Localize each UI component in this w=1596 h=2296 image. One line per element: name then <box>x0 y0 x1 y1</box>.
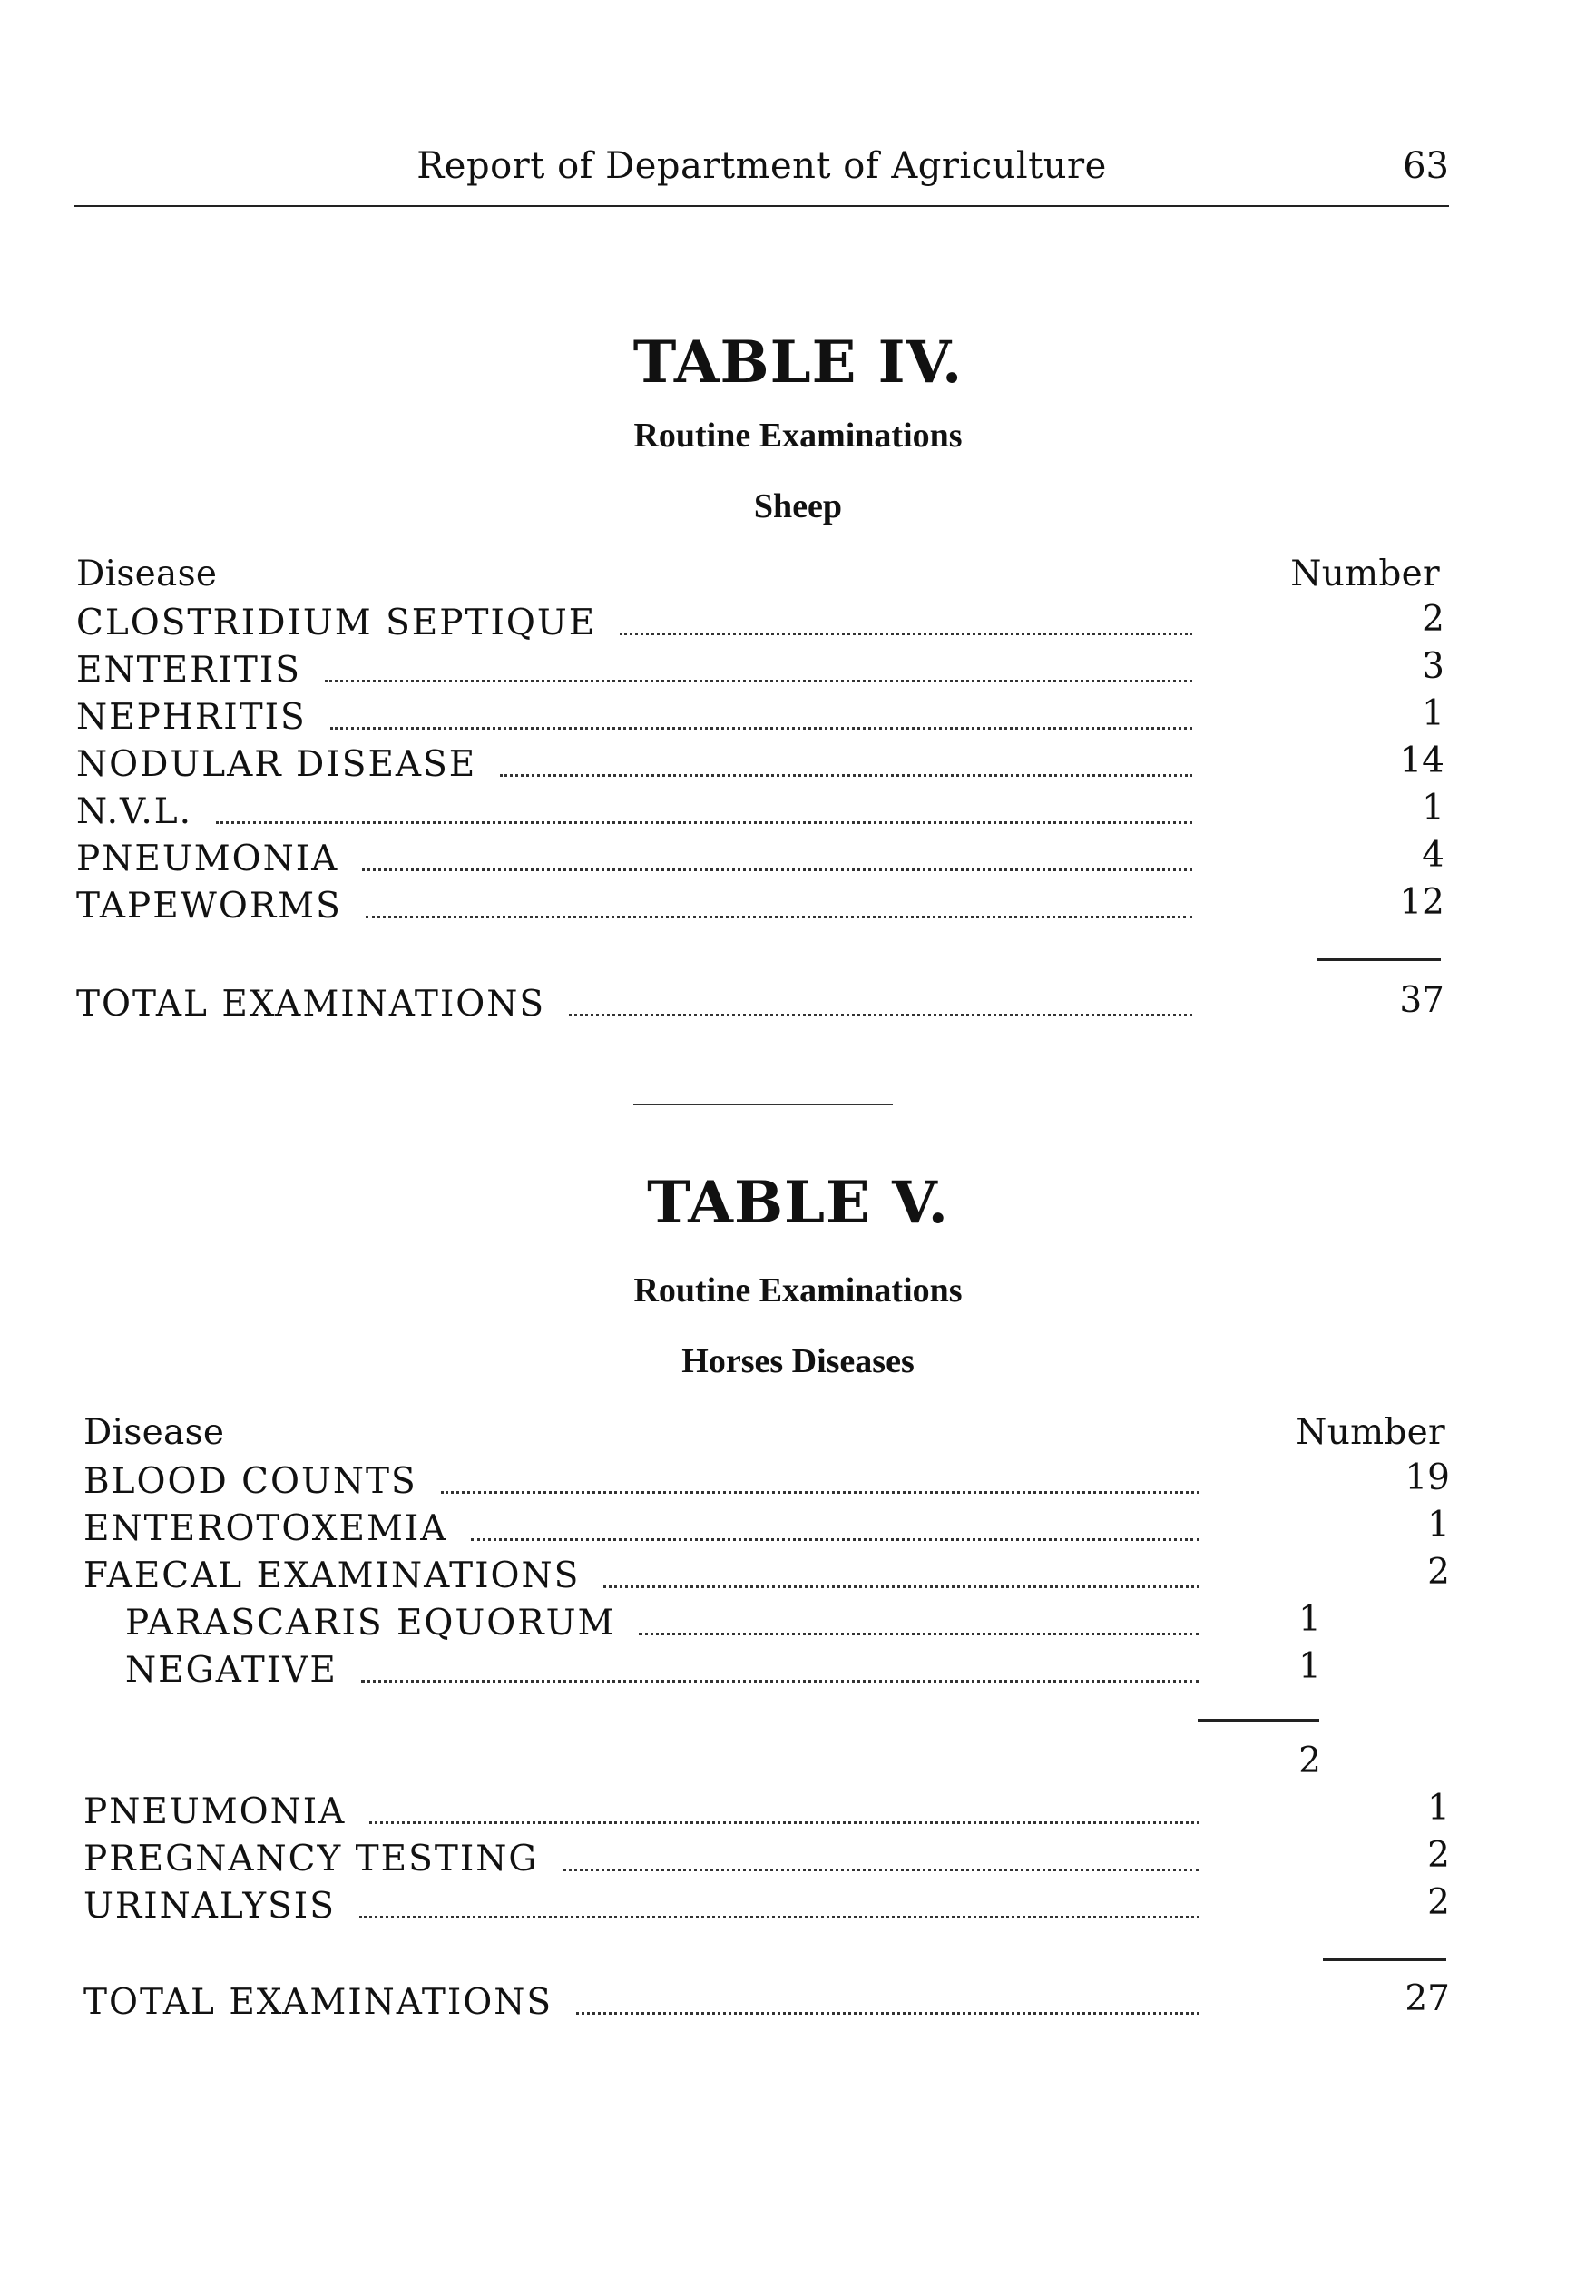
leader-dots <box>369 1821 1199 1824</box>
leader-dots <box>500 774 1192 777</box>
leader-dots <box>620 633 1192 635</box>
row-label: TAPEWORMS <box>76 885 342 927</box>
table-row <box>83 1552 1199 1599</box>
row-value: 2 <box>1427 1882 1450 1923</box>
sub-total-rule <box>1198 1719 1319 1722</box>
row-value: 1 <box>1422 693 1444 734</box>
row-value: 4 <box>1422 835 1444 876</box>
leader-dots <box>366 916 1192 918</box>
row-label: PARASCARIS EQUORUM <box>125 1602 616 1644</box>
table-row <box>83 1835 1199 1882</box>
table-v-subtitle: Routine Examinations <box>633 1271 963 1310</box>
row-value: 14 <box>1399 741 1444 781</box>
table-v-category: Horses Diseases <box>681 1342 915 1380</box>
leader-dots <box>603 1585 1199 1588</box>
total-row <box>76 980 1192 1027</box>
table-row <box>76 788 1192 835</box>
leader-dots <box>576 2012 1199 2015</box>
row-value: 1 <box>1427 1505 1450 1545</box>
row-label: CLOSTRIDIUM SEPTIQUE <box>76 602 597 643</box>
leader-dots <box>471 1538 1199 1541</box>
row-label: PNEUMONIA <box>76 838 339 879</box>
table-iv-title: TABLE IV. <box>632 329 964 397</box>
total-row <box>83 1978 1199 2026</box>
total-label: TOTAL EXAMINATIONS <box>83 1981 553 2023</box>
row-value: 19 <box>1405 1457 1450 1498</box>
table-row <box>76 835 1192 882</box>
table-row <box>83 1505 1199 1552</box>
row-value: 2 <box>1422 599 1444 640</box>
running-title: Report of Department of Agriculture <box>416 145 1107 187</box>
leader-dots <box>569 1014 1192 1016</box>
leader-dots <box>563 1869 1199 1871</box>
sub-row-value: 1 <box>1298 1646 1321 1687</box>
leader-dots <box>330 727 1192 730</box>
table-iv-subtitle: Routine Examinations <box>633 417 963 455</box>
row-label: BLOOD COUNTS <box>83 1460 417 1502</box>
total-rule <box>1323 1958 1446 1961</box>
header-rule <box>74 205 1449 207</box>
total-value: 27 <box>1405 1978 1450 2019</box>
row-label: ENTEROTOXEMIA <box>83 1507 448 1549</box>
table-row <box>76 646 1192 693</box>
page-number: 63 <box>1403 145 1449 187</box>
table-v-disease-header: Disease <box>83 1412 225 1453</box>
row-value: 1 <box>1422 788 1444 829</box>
running-head <box>74 145 1449 200</box>
row-value: 1 <box>1427 1788 1450 1829</box>
table-row <box>76 599 1192 646</box>
sub-row-value: 1 <box>1298 1599 1321 1640</box>
table-v-number-header: Number <box>1296 1412 1445 1453</box>
row-label: NEGATIVE <box>125 1649 338 1691</box>
table-row <box>76 741 1192 788</box>
total-value: 37 <box>1399 980 1444 1021</box>
row-label: FAECAL EXAMINATIONS <box>83 1555 581 1596</box>
table-row <box>76 693 1192 741</box>
table-iv-category: Sheep <box>753 487 843 525</box>
leader-dots <box>361 1680 1199 1683</box>
sub-total-value: 2 <box>1298 1741 1321 1781</box>
leader-dots <box>639 1633 1199 1635</box>
table-v-title: TABLE V. <box>647 1169 949 1237</box>
table-row <box>83 1457 1199 1505</box>
table-row <box>76 882 1192 929</box>
table-row <box>83 1788 1199 1835</box>
leader-dots <box>216 821 1192 824</box>
leader-dots <box>325 680 1192 682</box>
row-label: PREGNANCY TESTING <box>83 1838 539 1879</box>
table-iv-number-header: Number <box>1290 554 1440 594</box>
total-rule <box>1317 958 1441 961</box>
row-label: PNEUMONIA <box>83 1791 347 1832</box>
row-label: NEPHRITIS <box>76 696 307 738</box>
leader-dots <box>441 1491 1199 1494</box>
table-iv-disease-header: Disease <box>76 554 218 594</box>
row-label: ENTERITIS <box>76 649 301 691</box>
row-value: 3 <box>1422 646 1444 687</box>
table-sub-row <box>125 1646 1199 1693</box>
total-label: TOTAL EXAMINATIONS <box>76 983 546 1025</box>
table-row <box>83 1882 1199 1929</box>
section-divider <box>633 1104 893 1105</box>
row-label: URINALYSIS <box>83 1885 336 1927</box>
row-value: 2 <box>1427 1552 1450 1593</box>
row-label: NODULAR DISEASE <box>76 743 477 785</box>
row-value: 12 <box>1399 882 1444 923</box>
table-sub-row <box>125 1599 1199 1646</box>
row-label: N.V.L. <box>76 790 193 832</box>
row-value: 2 <box>1427 1835 1450 1876</box>
leader-dots <box>359 1916 1199 1918</box>
leader-dots <box>362 868 1192 871</box>
